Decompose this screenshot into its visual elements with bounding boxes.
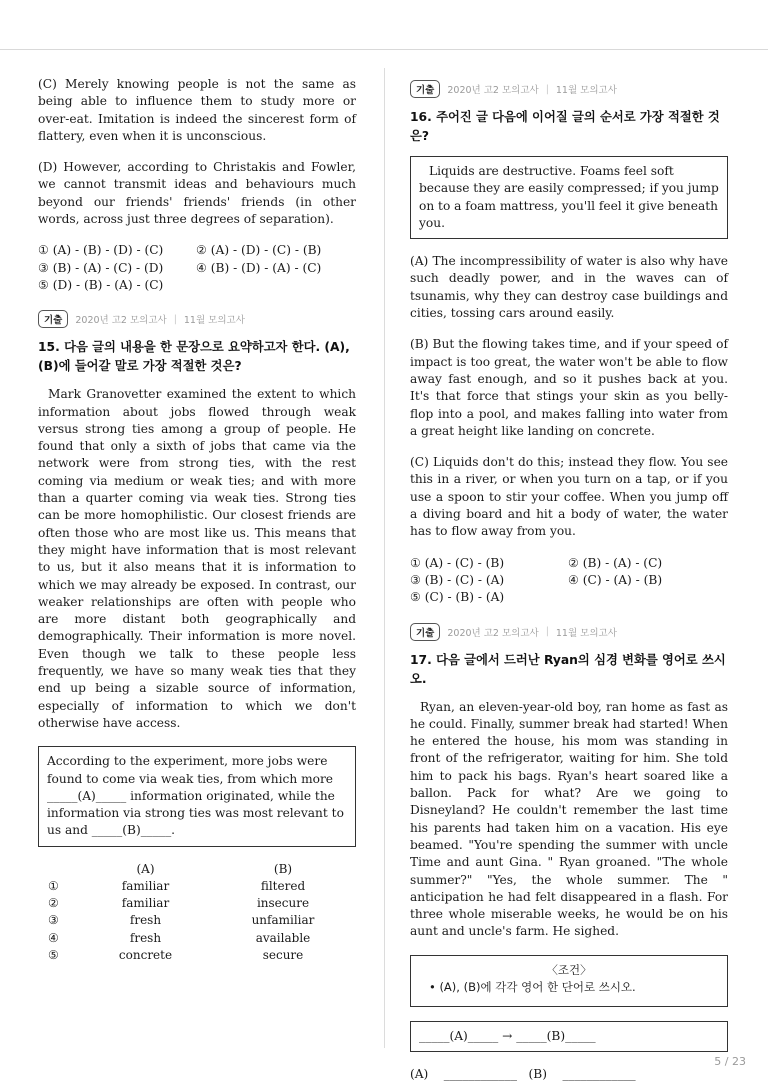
q16-paragraph-c: (C) Liquids don't do this; instead they flow. You see this in a river, or when you turn on a tap, or if you use a spoon to stir your coffee. When you jump off a diving board and hit a body of water, the water has to flow away from you. xyxy=(410,455,728,539)
q15-title: 15. 다음 글의 내용을 한 문장으로 요약하고자 한다. (A), (B)에 들어갈 말로 가장 적절한 것은? xyxy=(38,340,350,374)
option-b: filtered xyxy=(260,878,306,893)
q17-source-line: 기출 2020년 고2 모의고사 | 11월 모의고사 xyxy=(410,623,728,641)
column-divider xyxy=(384,68,385,1048)
q15-summary-box: According to the experiment, more jobs were found to come via weak ties, from which more _____(A)_____ information originated, while the information via strong ties was most relevant to us and _____(B)_____. xyxy=(38,746,356,846)
option-b: unfamiliar xyxy=(251,913,315,928)
option-a: familiar xyxy=(121,896,170,911)
q14-option: ③ (B) - (A) - (C) - (D) xyxy=(38,260,164,275)
past-exam-tag: 기출 xyxy=(410,623,440,641)
q14-option: ② (A) - (D) - (C) - (B) xyxy=(196,243,322,258)
past-exam-tag: 기출 xyxy=(410,80,440,98)
q17-passage: Ryan, an eleven-year-old boy, ran home as fast as he could. Finally, summer break had started! When he entered the house, his mom was standing in front of the refrigerator, waiting for him. She told him to pack his bags. Ryan's heart soared like a ballon. Pack for what? Are we going to Disneyland? He couldn't remember the last time his parents had taken him on a vacation. His eye beamed. "You're spending the summer with uncle Time and aunt Gina. " Ryan groaned. "The whole summer?" "Yes, the whole summer. The " anticipation he had felt disappeared in a flash. For three whole miserable weeks, he would be on his aunt and uncle's farm. He sighed. xyxy=(410,699,728,939)
q14-options xyxy=(38,242,356,294)
q14-option: ④ (B) - (D) - (A) - (C) xyxy=(196,260,322,275)
q14-paragraph-c: (C) Merely knowing people is not the same as being able to influence them to study more or over-eat. Imitation is indeed the sincerest form of flattery, even when it is unconscious. xyxy=(38,77,356,143)
option-a: fresh xyxy=(129,913,162,928)
q16-title: 16. 주어진 글 다음에 이어질 글의 순서로 가장 적절한 것은? xyxy=(410,110,720,143)
exam-month: 11월 모의고사 xyxy=(183,315,245,327)
condition-title: 〈조건〉 xyxy=(546,962,592,977)
q15-passage: Mark Granovetter examined the extent to which information about jobs flowed through weak versus strong ties among a group of people. He found that only a sixth of jobs that came via the network were from strong ties, with the rest coming via medium or weak ties; and with more than a quarter coming via weak ties. Strong ties can be more homophilistic. Our closest friends are often those who are most like us. This means that they might have information that is most relevant to us, but it also means that it is information to which we may already be exposed. In contrast, our weaker relationships are often with people who are more distant both geographically and demographically. Their information is more novel. Even though we talk to these people less frequently, we have so many weak ties that they end up being a sizable source of information, especially of information to which we don't otherwise have access. xyxy=(38,387,356,730)
q16-paragraph-a: (A) The incompressibility of water is also why have such deadly power, and in the waves can of tsunamis, why they can destroy case buildings and cities, tossing cars around easily. xyxy=(410,254,728,321)
condition-item: • (A), (B)에 각각 영어 한 단어로 쓰시오. xyxy=(429,979,636,994)
q17-answer-form-box xyxy=(410,1021,728,1052)
option-number: ⑤ xyxy=(48,947,59,962)
q14-option: ⑤ (D) - (B) - (A) - (C) xyxy=(38,277,164,292)
q16-given-box: Liquids are destructive. Foams feel soft because they are easily compressed; if you jump on to a foam mattress, you'll feel it give beneath you. xyxy=(410,156,728,239)
q15-source-line: 기출 2020년 고2 모의고사 | 11월 모의고사 xyxy=(38,310,356,328)
column-header-b: (B) xyxy=(273,861,293,876)
past-exam-tag: 기출 xyxy=(38,310,68,328)
column-header-a: (A) xyxy=(136,861,155,876)
answer-form: _____(A)_____ → _____(B)_____ xyxy=(419,1028,596,1043)
answer-blank-line: (A) ____________ (B) ____________ xyxy=(410,1066,636,1081)
exam-year: 2020년 고2 모의고사 xyxy=(75,315,167,327)
q17-title: 17. 다음 글에서 드러난 Ryan의 심경 변화를 영어로 쓰시오. xyxy=(410,652,726,686)
q17-condition-box xyxy=(410,955,728,1007)
q16-option: ② (B) - (A) - (C) xyxy=(568,555,663,570)
q16-source-line: 기출 2020년 고2 모의고사 | 11월 모의고사 xyxy=(410,80,728,98)
q16-paragraph-b: (B) But the flowing takes time, and if your speed of impact is too great, the water won't be able to flow away fast enough, and so it pushes back at you. It's that force that stings your skin as you belly-flop into a pool, and makes falling into water from a great height like landing on concrete. xyxy=(410,337,728,438)
option-a: concrete xyxy=(118,947,173,962)
q16-option: ④ (C) - (A) - (B) xyxy=(568,572,663,587)
page-number: 5 / 23 xyxy=(714,1055,746,1068)
option-number: ① xyxy=(48,878,59,893)
q14-paragraph-d: (D) However, according to Christakis and Fowler, we cannot transmit ideas and behaviours much beyond our friends' friends' friends (in other words, across just three degrees of separation). xyxy=(38,160,356,227)
q14-option: ① (A) - (B) - (D) - (C) xyxy=(38,243,164,258)
option-number: ④ xyxy=(48,930,59,945)
option-b: secure xyxy=(262,947,304,962)
exam-month: 11월 모의고사 xyxy=(555,627,617,639)
option-b: available xyxy=(255,930,311,945)
q16-option: ⑤ (C) - (B) - (A) xyxy=(410,590,505,605)
option-a: fresh xyxy=(129,930,162,945)
header-rule xyxy=(0,49,768,50)
q16-option: ③ (B) - (C) - (A) xyxy=(410,572,505,587)
exam-year: 2020년 고2 모의고사 xyxy=(447,85,539,96)
option-a: familiar xyxy=(121,878,170,893)
q16-options xyxy=(410,555,728,607)
q15-answer-table xyxy=(38,861,356,964)
exam-year: 2020년 고2 모의고사 xyxy=(447,627,539,639)
option-number: ③ xyxy=(48,913,59,928)
option-number: ② xyxy=(48,896,59,911)
left-column xyxy=(38,76,356,964)
exam-month: 11월 모의고사 xyxy=(555,85,617,96)
right-column xyxy=(410,80,728,1083)
option-b: insecure xyxy=(256,896,310,911)
q16-option: ① (A) - (C) - (B) xyxy=(410,555,505,570)
